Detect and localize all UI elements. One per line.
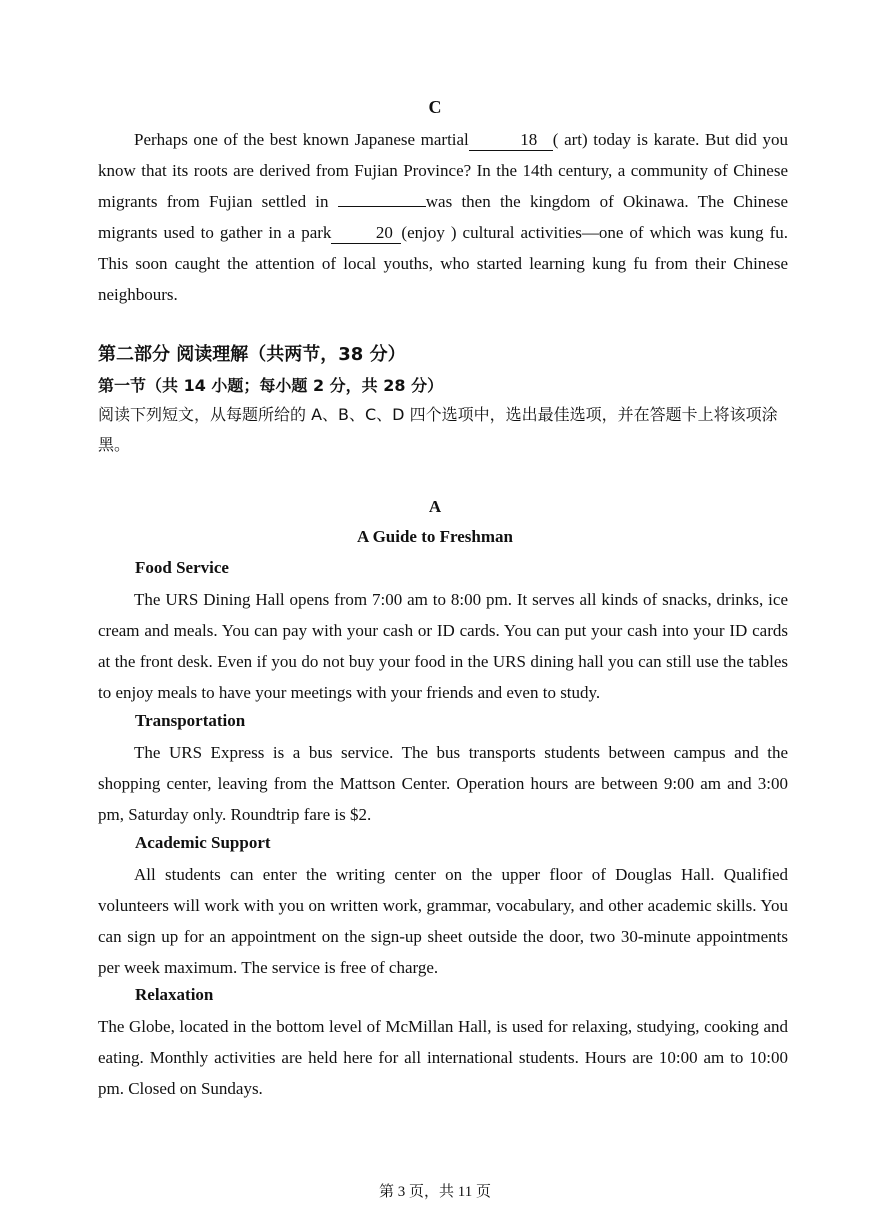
part2-title: 第二部分 阅读理解（共两节，38 分） xyxy=(98,344,406,365)
blank-18: 18 xyxy=(469,130,553,151)
blank-20: 20 xyxy=(331,223,401,244)
passage-c-part3: was then the kingdom of Okinawa. The Chinese migrants used to gather in a park xyxy=(98,192,788,242)
hint-18: ( art) xyxy=(552,130,588,149)
passage-c-text xyxy=(98,124,788,310)
page-footer: 第 3 页，共 11 页 xyxy=(379,1184,491,1200)
food-heading: Food Service xyxy=(135,558,229,577)
passage-a-title: A Guide to Freshman xyxy=(356,527,513,546)
passage-c-letter: C xyxy=(428,97,442,117)
relax-heading: Relaxation xyxy=(135,985,214,1004)
transport-text: The URS Express is a bus service. The bus transports students between campus and the shopping center, leaving from the Mattson Center. Operation hours are between 9:00 am and 3:00 pm, Saturday only. Roundtrip fare is $2. xyxy=(98,743,788,824)
passage-c-part2: today is karate. But did you know that its roots are derived from Fujian Province? In the 14th century, a community of Chinese migrants from Fujian settled in xyxy=(98,130,788,211)
hint-20: (enjoy ) xyxy=(401,223,457,242)
reading-instructions: 阅读下列短文，从每题所给的 A、B、C、D 四个选项中，选出最佳选项，并在答题卡上将该项涂黑。 xyxy=(98,405,778,454)
transport-heading: Transportation xyxy=(135,711,246,730)
academic-text: All students can enter the writing center on the upper floor of Douglas Hall. Qualified volunteers will work with you on written work, grammar, vocabulary, and other academic skills. You can sign up for an appointment on the sign-up sheet outside the door, two 30-minute appointments per week maximum. The service is free of charge. xyxy=(98,865,788,977)
passage-c-part1: Perhaps one of the best known Japanese martial xyxy=(134,130,469,149)
academic-heading: Academic Support xyxy=(135,833,271,852)
passage-c-part4: cultural activities—one of which was kung fu. This soon caught the attention of local youths, who started learning kung fu from their Chinese neighbours. xyxy=(98,223,789,304)
blank-19 xyxy=(338,206,426,207)
passage-a-letter: A xyxy=(428,497,442,516)
relax-text: The Globe, located in the bottom level of McMillan Hall, is used for relaxing, studying, cooking and eating. Monthly activities are held here for all international students. Hours are 10:00 am to 10:00 pm. Closed on Sundays. xyxy=(98,1017,788,1098)
food-text: The URS Dining Hall opens from 7:00 am to 8:00 pm. It serves all kinds of snacks, drinks, ice cream and meals. You can pay with your cash or ID cards. You can put your cash into your ID cards at the front desk. Even if you do not buy your food in the URS dining hall you can still use the tables to enjoy meals to have your meetings with your friends and even to study. xyxy=(98,590,788,702)
section1-title: 第一节（共 14 小题；每小题 2 分，共 28 分） xyxy=(98,376,444,395)
